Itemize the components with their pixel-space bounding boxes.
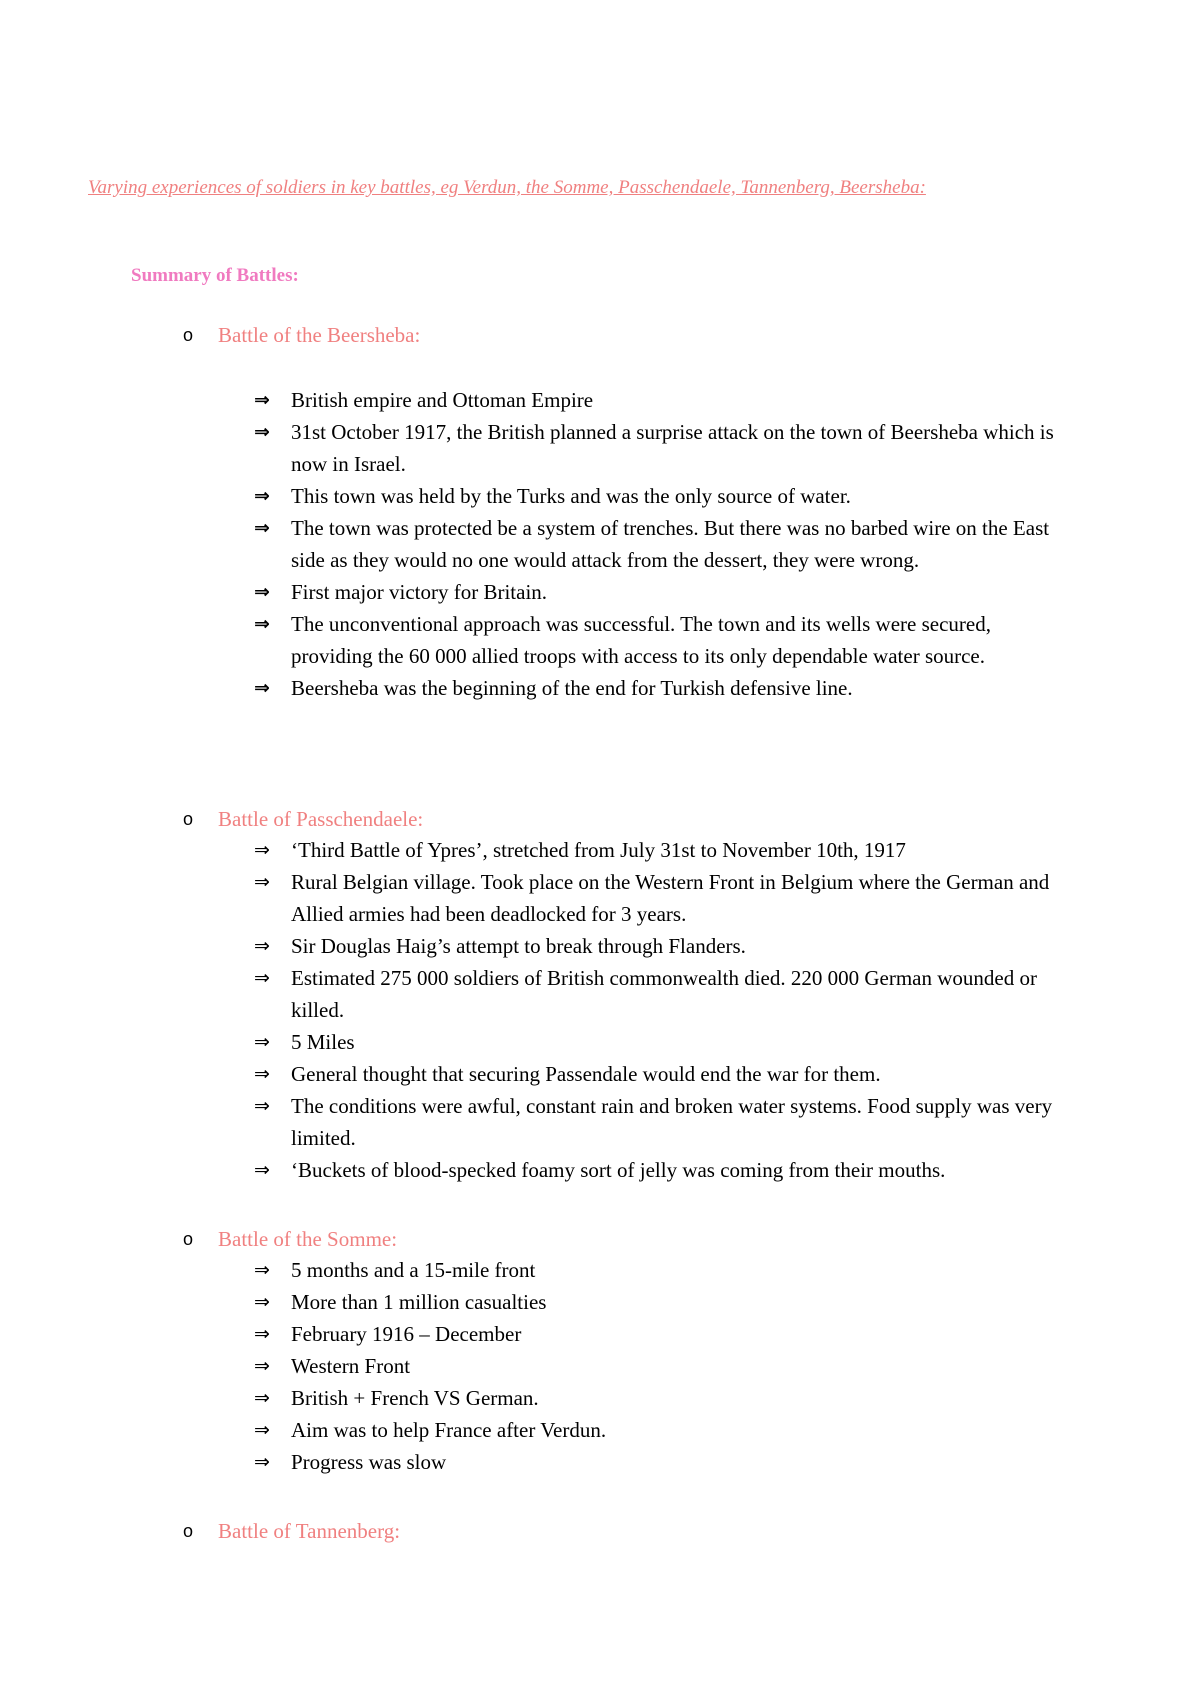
list-item: [0, 512, 1071, 576]
list-item-text: This town was held by the Turks and was the only source of water.: [291, 484, 851, 508]
section-bullet: o: [183, 1229, 194, 1249]
list-item: [0, 866, 1071, 930]
list-item-text: Beersheba was the beginning of the end for Turkish defensive line.: [291, 676, 853, 700]
arrow-icon: ⇒: [254, 1323, 270, 1345]
section-items: [0, 1254, 1200, 1478]
section-title: Battle of Passchendaele:: [218, 807, 424, 831]
list-item: [0, 608, 1071, 672]
list-item: [0, 1318, 1071, 1350]
list-item: [0, 1254, 1071, 1286]
list-item-text: February 1916 – December: [291, 1322, 522, 1346]
arrow-icon: ⇒: [254, 1355, 270, 1377]
arrow-icon: ⇒: [254, 517, 270, 539]
list-item-text: 5 months and a 15-mile front: [291, 1258, 536, 1282]
summary-heading: Summary of Battles:: [131, 265, 299, 286]
arrow-icon: ⇒: [254, 1451, 270, 1473]
arrow-icon: ⇒: [254, 935, 270, 957]
list-item: [0, 1286, 1071, 1318]
list-item: [0, 1026, 1071, 1058]
arrow-icon: ⇒: [254, 485, 270, 507]
list-item: [0, 672, 1071, 704]
arrow-icon: ⇒: [254, 1063, 270, 1085]
arrow-icon: ⇒: [254, 839, 270, 861]
arrow-icon: ⇒: [254, 421, 270, 443]
arrow-icon: ⇒: [254, 871, 270, 893]
arrow-icon: ⇒: [254, 1259, 270, 1281]
list-item-text: The conditions were awful, constant rain and broken water systems. Food supply was very limited.: [291, 1094, 1053, 1150]
list-item: [0, 1154, 1071, 1186]
section-title: Battle of the Somme:: [218, 1227, 398, 1251]
list-item: [0, 1090, 1071, 1154]
section-title: Battle of the Beersheba:: [218, 323, 421, 347]
list-item: [0, 930, 1071, 962]
section-items: [0, 384, 1200, 704]
arrow-icon: ⇒: [254, 581, 270, 603]
list-item: [0, 1414, 1071, 1446]
list-item-text: More than 1 million casualties: [291, 1290, 547, 1314]
list-item: [0, 576, 1071, 608]
arrow-icon: ⇒: [254, 1095, 270, 1117]
section-title: Battle of Tannenberg:: [218, 1519, 401, 1543]
section-bullet: o: [183, 325, 194, 345]
arrow-icon: ⇒: [254, 677, 270, 699]
arrow-icon: ⇒: [254, 1291, 270, 1313]
list-item-text: Progress was slow: [291, 1450, 447, 1474]
arrow-icon: ⇒: [254, 1159, 270, 1181]
list-item-text: ‘Third Battle of Ypres’, stretched from July 31st to November 10th, 1917: [291, 838, 906, 862]
section-bullet: o: [183, 809, 194, 829]
list-item-text: Rural Belgian village. Took place on the Western Front in Belgium where the German and Allied armies had been deadlocked for 3 years.: [291, 870, 1050, 926]
arrow-icon: ⇒: [254, 967, 270, 989]
list-item-text: The town was protected be a system of trenches. But there was no barbed wire on the East side as they would no one would attack from the dessert, they were wrong.: [291, 516, 1050, 572]
list-item: [0, 834, 1071, 866]
list-item-text: Sir Douglas Haig’s attempt to break through Flanders.: [291, 934, 746, 958]
list-item-text: 31st October 1917, the British planned a surprise attack on the town of Beersheba which is now in Israel.: [291, 420, 1054, 476]
list-item: [0, 1350, 1071, 1382]
arrow-icon: ⇒: [254, 1387, 270, 1409]
list-item: [0, 480, 1071, 512]
list-item-text: British + French VS German.: [291, 1386, 539, 1410]
list-item-text: The unconventional approach was successful. The town and its wells were secured, providing the 60 000 allied troops with access to its only dependable water source.: [291, 612, 991, 668]
list-item: [0, 962, 1071, 1026]
list-item-text: Estimated 275 000 soldiers of British commonwealth died. 220 000 German wounded or killed.: [291, 966, 1037, 1022]
list-item-text: 5 Miles: [291, 1030, 355, 1054]
arrow-icon: ⇒: [254, 613, 270, 635]
list-item: [0, 384, 1071, 416]
document-title: Varying experiences of soldiers in key battles, eg Verdun, the Somme, Passchendaele, Tannenberg, Beersheba:: [88, 177, 926, 198]
section-items: [0, 834, 1200, 1186]
list-item: [0, 1058, 1071, 1090]
list-item: [0, 1446, 1071, 1478]
arrow-icon: ⇒: [254, 1031, 270, 1053]
list-item-text: First major victory for Britain.: [291, 580, 548, 604]
section-bullet: o: [183, 1521, 194, 1541]
list-item-text: Western Front: [291, 1354, 411, 1378]
list-item: [0, 416, 1071, 480]
list-item: [0, 1382, 1071, 1414]
list-item-text: Aim was to help France after Verdun.: [291, 1418, 607, 1442]
list-item-text: British empire and Ottoman Empire: [291, 388, 594, 412]
list-item-text: ‘Buckets of blood-specked foamy sort of jelly was coming from their mouths.: [291, 1158, 946, 1182]
arrow-icon: ⇒: [254, 389, 270, 411]
arrow-icon: ⇒: [254, 1419, 270, 1441]
list-item-text: General thought that securing Passendale would end the war for them.: [291, 1062, 881, 1086]
